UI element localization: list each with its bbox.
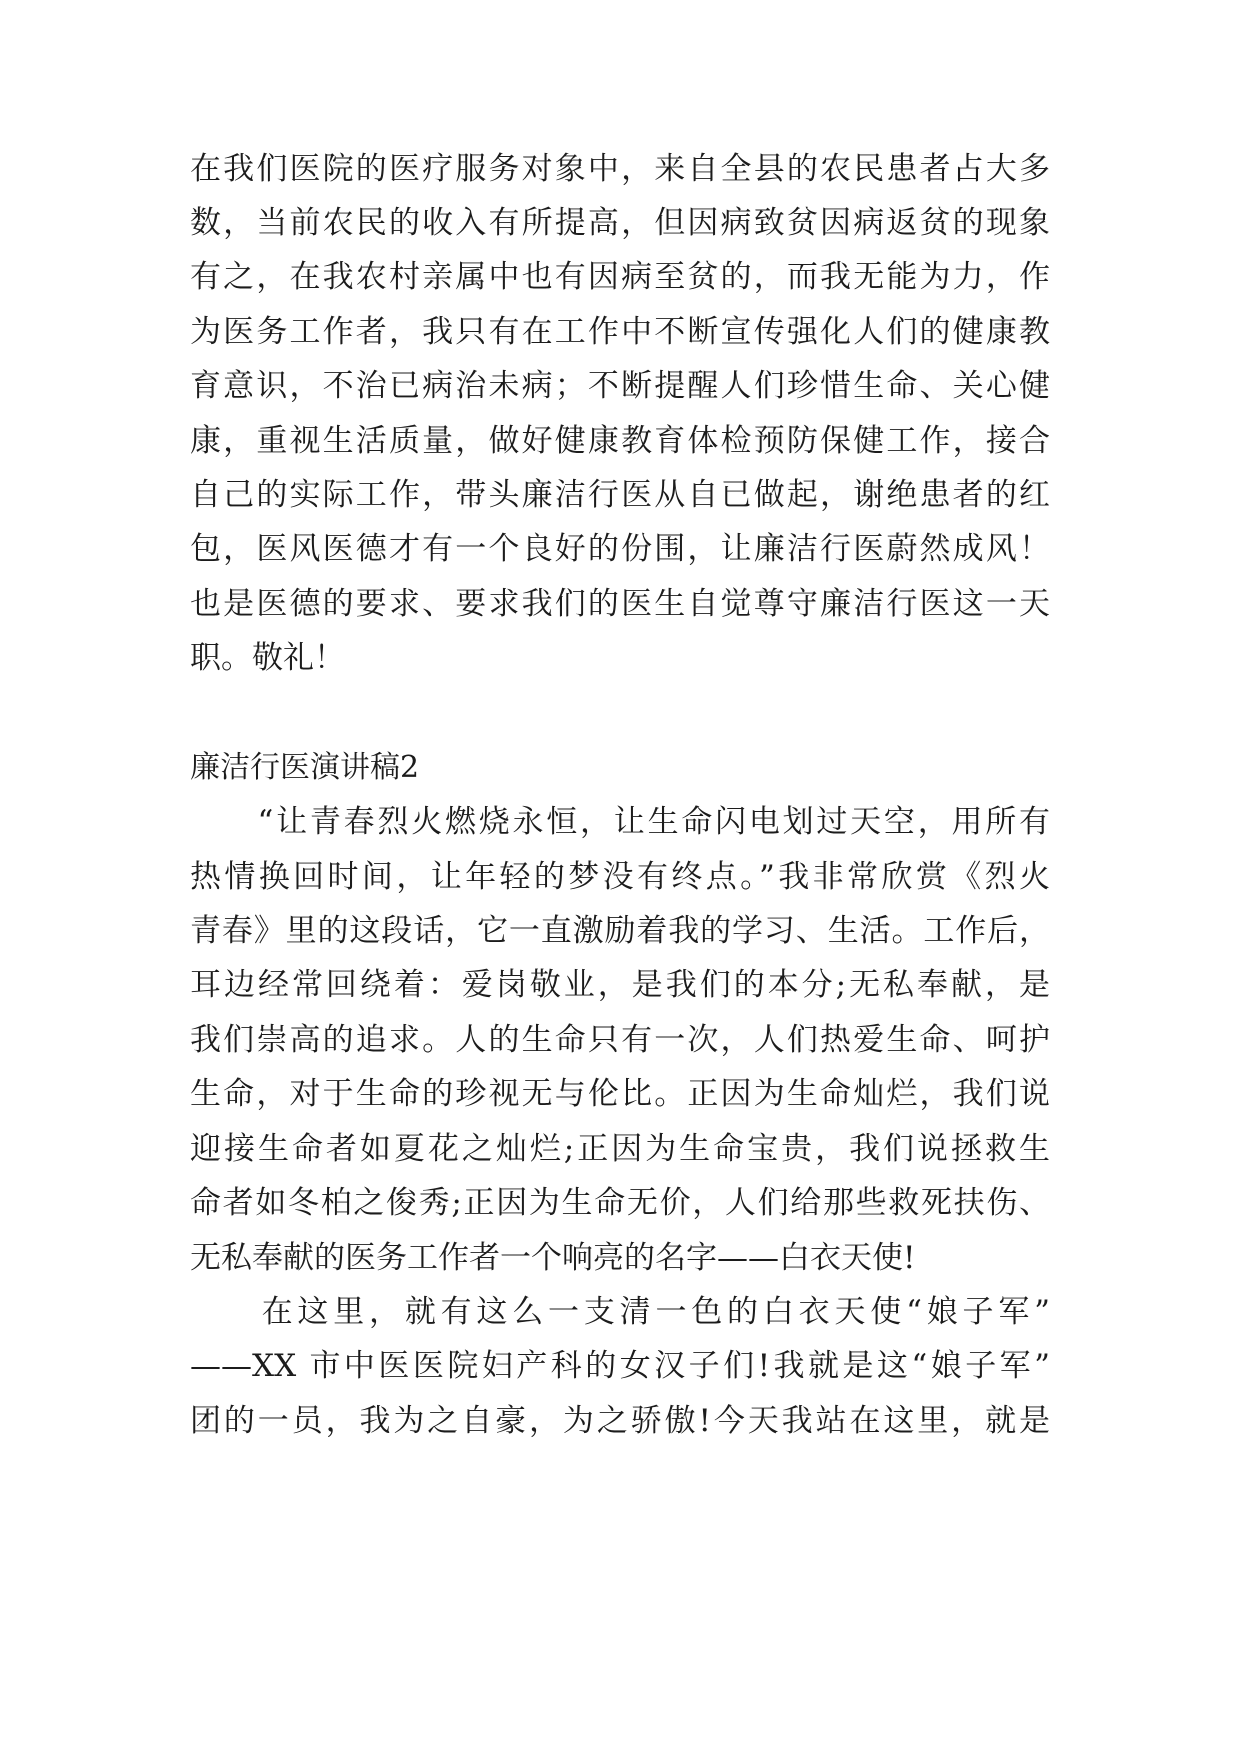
- paragraph-2-line-1: “让青春烈火燃烧永恒，让生命闪电划过天空，用所有: [190, 804, 1050, 840]
- paragraph-2-line-3: 青春》里的这段话，它一直激励着我的学习、生活。工作后，: [190, 913, 1050, 949]
- paragraph-1-line-9: 也是医德的要求、要求我们的医生自觉尊守廉洁行医这一天: [190, 586, 1050, 622]
- paragraph-2-line-9: 无私奉献的医务工作者一个响亮的名字——白衣天使!: [190, 1240, 916, 1276]
- paragraph-1-line-1: 在我们医院的医疗服务对象中，来自全县的农民患者占大多: [190, 151, 1050, 187]
- paragraph-2-line-4: 耳边经常回绕着：爱岗敬业，是我们的本分;无私奉献，是: [190, 967, 1050, 1003]
- paragraph-1-line-5: 育意识，不治已病治未病；不断提醒人们珍惜生命、关心健: [190, 368, 1050, 404]
- section-heading: 廉洁行医演讲稿2: [190, 750, 420, 785]
- paragraph-2-line-7: 迎接生命者如夏花之灿烂;正因为生命宝贵，我们说拯救生: [190, 1131, 1050, 1167]
- paragraph-1-line-3: 有之，在我农村亲属中也有因病至贫的，而我无能为力，作: [190, 259, 1050, 295]
- paragraph-1-line-8: 包，医风医德才有一个良好的份围，让廉洁行医蔚然成风！: [190, 531, 1050, 567]
- paragraph-1-line-6: 康，重视生活质量，做好健康教育体检预防保健工作，接合: [190, 423, 1050, 459]
- paragraph-2-line-6: 生命，对于生命的珍视无与伦比。正因为生命灿烂，我们说: [190, 1076, 1050, 1112]
- paragraph-3-line-1: 在这里，就有这么一支清一色的白衣天使“娘子军”: [190, 1294, 1050, 1330]
- paragraph-2-line-8: 命者如冬柏之俊秀;正因为生命无价，人们给那些救死扶伤、: [190, 1185, 1050, 1221]
- paragraph-2-line-2: 热情换回时间，让年轻的梦没有终点。”我非常欣赏《烈火: [190, 859, 1050, 895]
- paragraph-1-line-7: 自己的实际工作，带头廉洁行医从自已做起，谢绝患者的红: [190, 477, 1050, 513]
- paragraph-3-line-2: ——XX 市中医医院妇产科的女汉子们!我就是这“娘子军”: [190, 1348, 1050, 1384]
- paragraph-1-line-4: 为医务工作者，我只有在工作中不断宣传强化人们的健康教: [190, 314, 1050, 350]
- paragraph-3-line-3: 团的一员，我为之自豪，为之骄傲!今天我站在这里，就是: [190, 1403, 1050, 1439]
- paragraph-2-line-5: 我们崇高的追求。人的生命只有一次，人们热爱生命、呵护: [190, 1022, 1050, 1058]
- paragraph-1-line-2: 数，当前农民的收入有所提高，但因病致贫因病返贫的现象: [190, 205, 1050, 241]
- paragraph-1-line-10: 职。敬礼！: [190, 640, 345, 676]
